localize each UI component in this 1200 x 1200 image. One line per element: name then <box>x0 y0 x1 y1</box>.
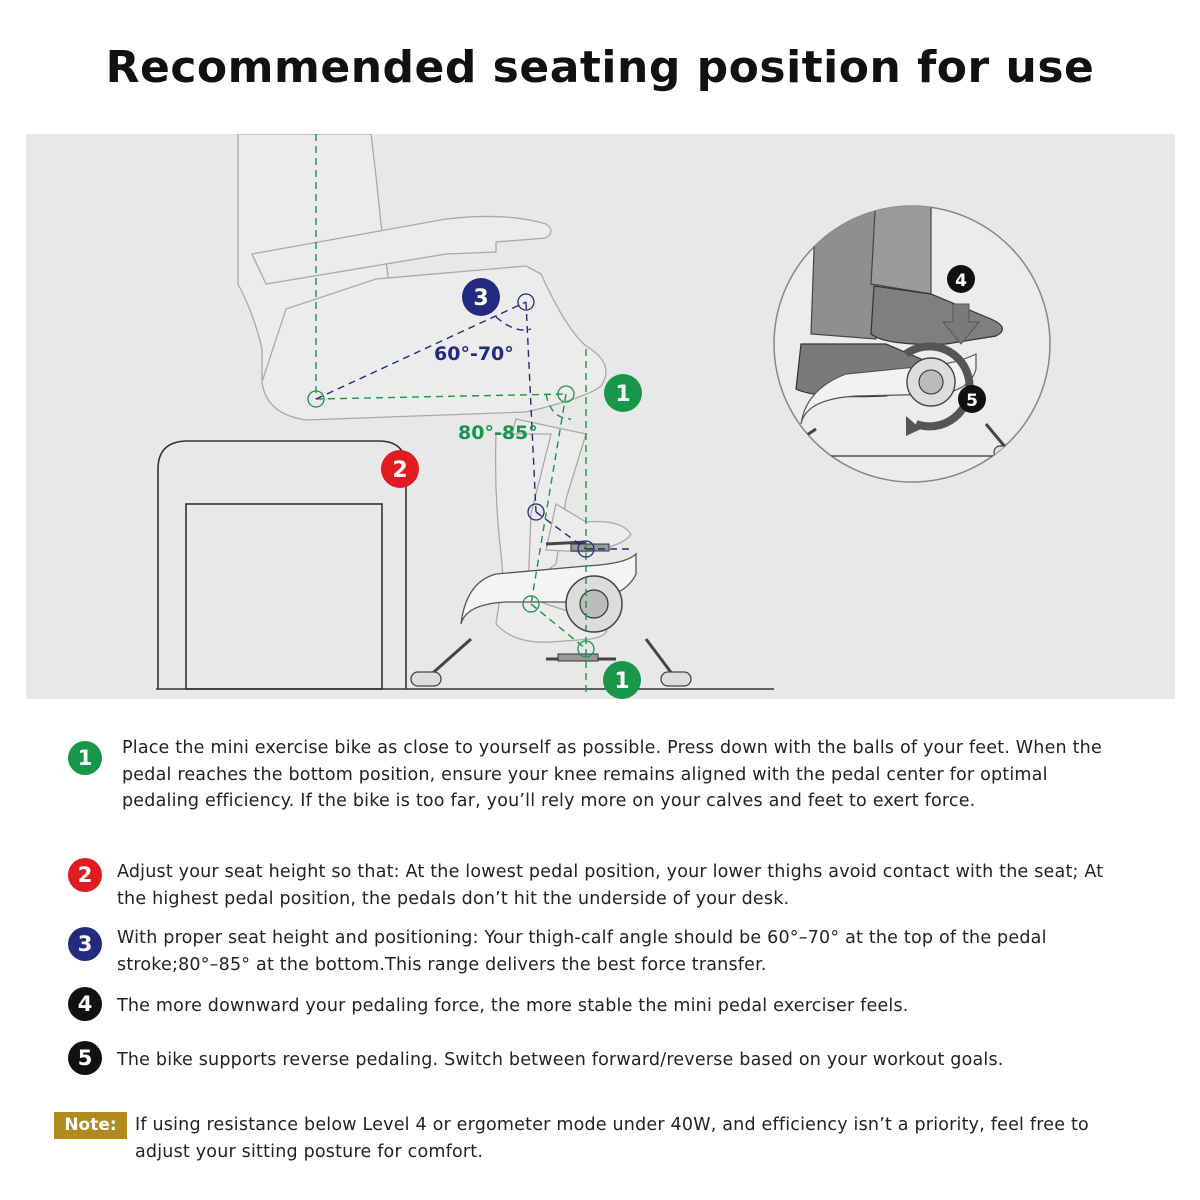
badge-1-knee <box>604 374 642 412</box>
stool-icon <box>158 441 406 689</box>
seating-diagram-panel <box>26 134 1175 699</box>
step-5-number: 5 <box>68 1041 102 1075</box>
note-label: Note: <box>54 1112 127 1139</box>
badge-1-pedal <box>603 661 641 699</box>
note-text: If using resistance below Level 4 or ergometer mode under 40W, and efficiency isn’t a priority, feel free to adjust your sitting posture for comfort. <box>135 1115 1089 1162</box>
pedal-detail-inset <box>726 194 1076 482</box>
svg-text:1: 1 <box>615 382 631 407</box>
svg-text:5: 5 <box>966 391 978 411</box>
step-1-number: 1 <box>68 741 102 775</box>
svg-text:3: 3 <box>473 286 489 311</box>
step-3-text: With proper seat height and positioning: Your thigh-calf angle should be 60°–70° at the top of the pedal stroke;80°–85° at the bottom.This range delivers the best force transfer. <box>117 928 1047 975</box>
svg-text:2: 2 <box>392 458 408 483</box>
badge-4 <box>947 265 975 293</box>
step-2-number: 2 <box>68 858 102 892</box>
step-4-number: 4 <box>68 987 102 1021</box>
step-2-text: Adjust your seat height so that: At the lowest pedal position, your lower thighs avoid contact with the seat; At the highest pedal position, the pedals don’t hit the underside of your desk. <box>117 862 1104 909</box>
step-4-text: The more downward your pedaling force, the more stable the mini pedal exerciser feels. <box>117 996 909 1016</box>
badge-5 <box>958 385 986 413</box>
svg-text:4: 4 <box>955 271 967 291</box>
step-3-number: 3 <box>68 927 102 961</box>
seating-illustration <box>26 134 1175 699</box>
page-title: Recommended seating position for use <box>105 42 1095 93</box>
step-1-text: Place the mini exercise bike as close to yourself as possible. Press down with the balls of your feet. When the pedal reaches the bottom position, ensure your knee remains aligned with the pedal center for optimal pedaling efficiency. If the bike is too far, you’ll rely more on your calves and feet to exert force. <box>122 738 1102 811</box>
svg-text:1: 1 <box>614 669 630 694</box>
angle-label-top: 60°-70° <box>434 343 514 365</box>
badge-2 <box>381 450 419 488</box>
badge-3 <box>462 278 500 316</box>
step-5-text: The bike supports reverse pedaling. Switch between forward/reverse based on your workout goals. <box>117 1050 1004 1070</box>
angle-label-bottom: 80°-85° <box>458 422 538 444</box>
